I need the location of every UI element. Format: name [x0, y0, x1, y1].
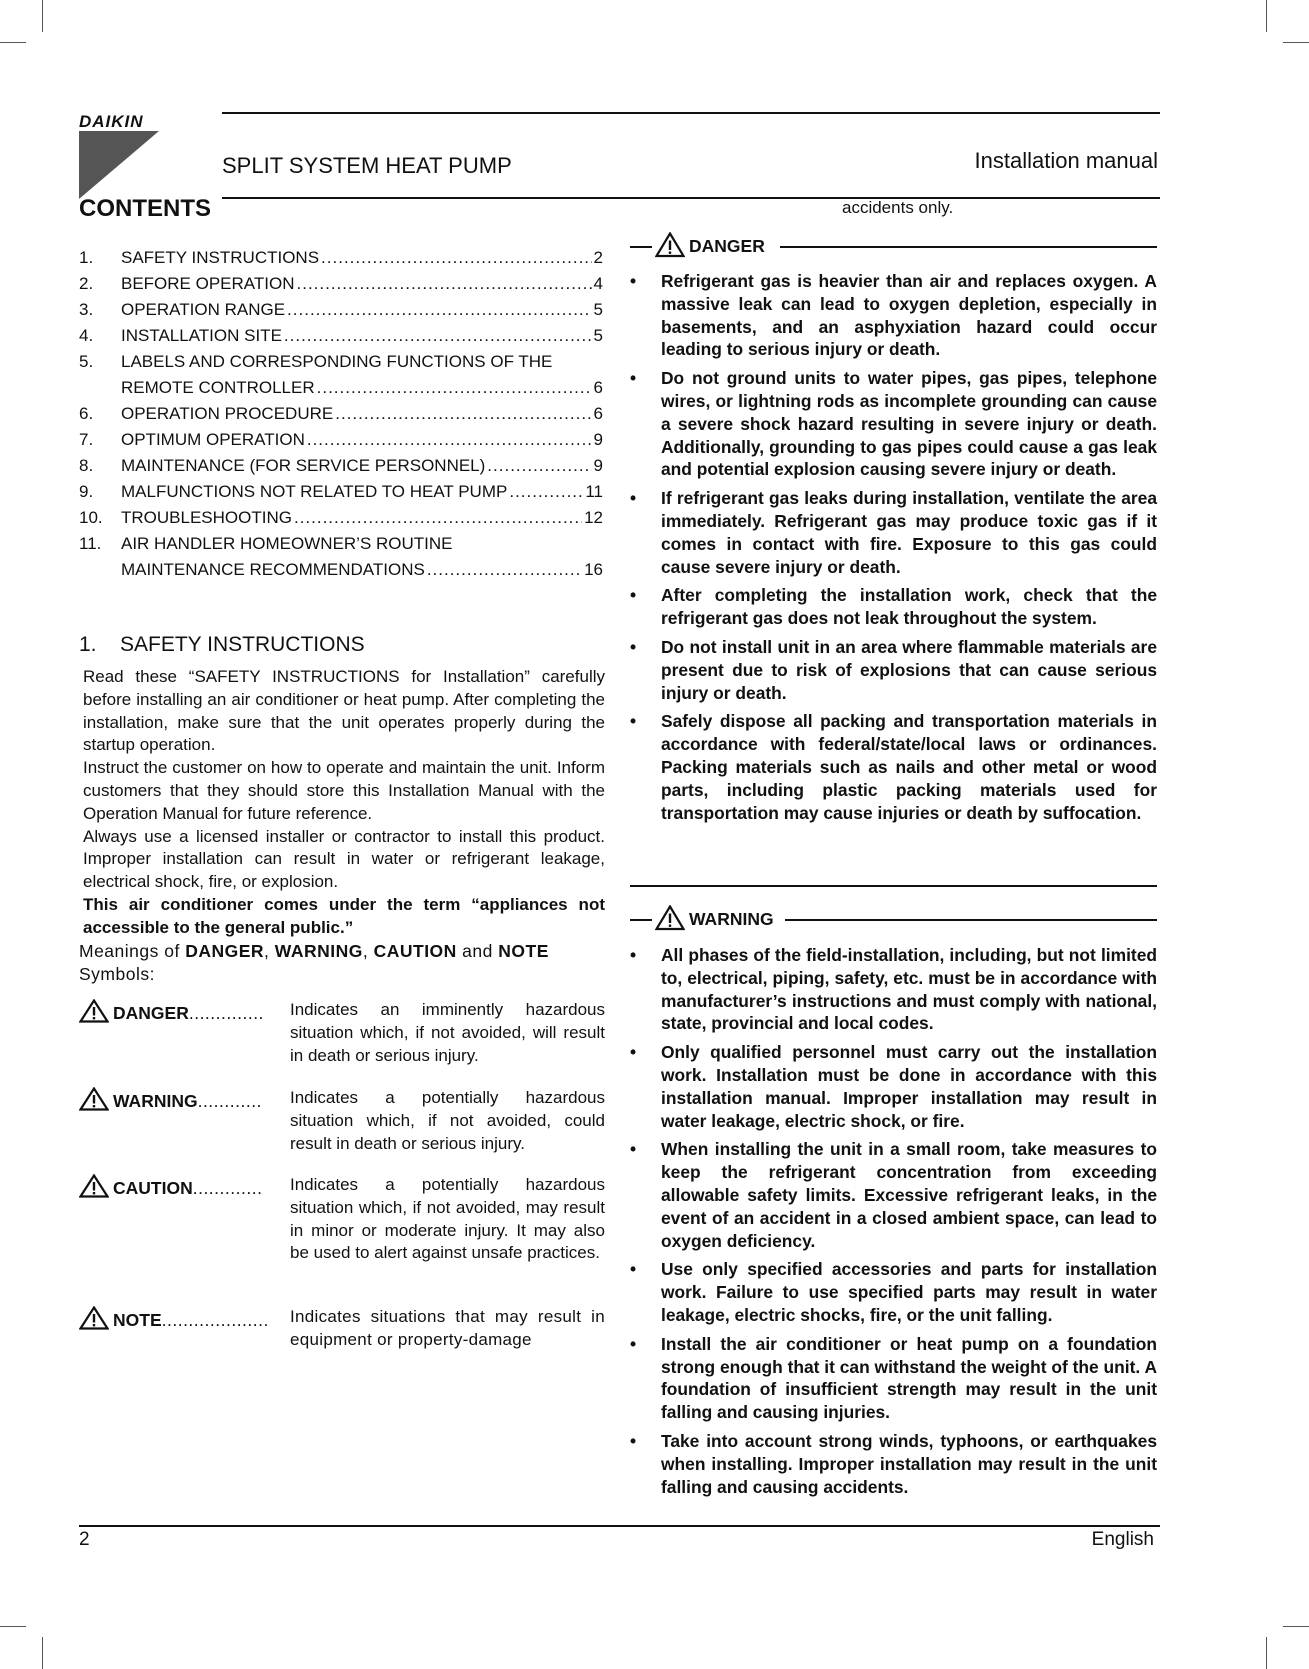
warning-triangle-icon	[79, 999, 113, 1028]
paragraph-bold: This air conditioner comes under the term “appliances not accessible to the general public.”	[83, 894, 605, 937]
list-item: • Use only specified accessories and parts for installation work. Failure to use specified parts may result in water leakage, electric shocks, fire, or the unit falling.	[630, 1259, 1157, 1325]
toc-item[interactable]: 7. OPTIMUM OPERATION ..... 9	[79, 430, 603, 456]
product-title: SPLIT SYSTEM HEAT PUMP	[222, 153, 512, 178]
toc-item[interactable]: 3. OPERATION RANGE ..... 5	[79, 300, 603, 326]
warning-list	[630, 944, 1157, 1504]
document-type: Installation manual	[974, 148, 1158, 173]
footer-language: English	[1091, 1529, 1154, 1550]
list-item: • Only qualified personnel must carry out the installation work. Installation must be done in accordance with this installation manual. Improper installation may result in water leakage, electric shock, or fire.	[630, 1042, 1157, 1131]
paragraph: Read these “SAFETY INSTRUCTIONS for Installation” carefully before installing an air conditioner or heat pump. After completing the installation, make sure that the unit operates properly during the startup operation.	[83, 667, 605, 755]
toc-item[interactable]: 4. INSTALLATION SITE ..... 5	[79, 326, 603, 352]
crop-mark	[0, 1626, 26, 1627]
warning-triangle-icon	[79, 1087, 113, 1116]
list-item: • Take into account strong winds, typhoons, or earthquakes when installing. Improper installation may result in the unit falling and causing accidents.	[630, 1430, 1157, 1497]
table-of-contents	[79, 248, 603, 586]
toc-item[interactable]: 5. LABELS AND CORRESPONDING FUNCTIONS OF THE	[79, 352, 553, 371]
crop-mark	[42, 1637, 43, 1669]
list-item: • If refrigerant gas leaks during installation, ventilate the area immediately. Refrigerant gas may produce toxic gas if it comes in contact with fire. Exposure to this gas could cause severe injury or death.	[630, 488, 1157, 577]
continued-text: accidents only.	[842, 198, 954, 217]
safety-intro	[83, 666, 605, 940]
brand-logo-text: DAIKIN	[79, 112, 144, 131]
contents-title: CONTENTS	[79, 195, 211, 222]
warning-triangle-icon	[655, 232, 685, 263]
toc-item-continuation[interactable]: MAINTENANCE RECOMMENDATIONS ..... 16	[79, 560, 603, 586]
list-item: • Safely dispose all packing and transportation materials in accordance with federal/state/local laws or ordinances. Packing materials such as nails and other metal or wood parts, including plastic packing materials used for transportation may cause injuries or death by suffocation.	[630, 711, 1157, 823]
brand-logo-icon	[79, 131, 159, 199]
header-rule	[222, 112, 1160, 114]
paragraph: Always use a licensed installer or contractor to install this product. Improper installation can result in water or refrigerant leakage, electrical shock, fire, or explosion.	[83, 826, 605, 892]
symbol-meanings: Meanings of DANGER, WARNING, CAUTION and NOTE Symbols:	[79, 941, 549, 984]
crop-mark	[1266, 0, 1267, 32]
toc-item[interactable]: 6. OPERATION PROCEDURE ..... 6	[79, 404, 603, 430]
header-rule	[222, 197, 1160, 199]
list-item: • All phases of the field-installation, including, but not limited to, electrical, piping, safety, etc. must be in accordance with manufacturer’s instructions and must comply with national, state, provincial and local codes.	[630, 945, 1157, 1034]
toc-item[interactable]: 10. TROUBLESHOOTING ..... 12	[79, 508, 603, 534]
paragraph: Instruct the customer on how to operate and maintain the unit. Inform customers that they should store this Installation Manual with the Operation Manual for future reference.	[83, 758, 605, 823]
toc-item[interactable]: 1. SAFETY INSTRUCTIONS ..... 2	[79, 248, 603, 274]
warning-triangle-icon	[79, 1306, 113, 1335]
toc-item[interactable]: 9. MALFUNCTIONS NOT RELATED TO HEAT PUMP ..... 11	[79, 482, 603, 508]
list-item: • Do not ground units to water pipes, gas pipes, telephone wires, or lightning rods as incomplete grounding can cause a severe shock hazard resulting in severe injury or death. Additionally, grounding to gas pipes could cause a gas leak and potential explosion causing severe injury or death.	[630, 368, 1157, 480]
list-item: • After completing the installation work, check that the refrigerant gas does not leak throughout the system.	[630, 585, 1157, 629]
danger-list	[630, 270, 1157, 830]
section-divider	[630, 885, 1157, 887]
crop-mark	[1283, 1626, 1309, 1627]
crop-mark	[1266, 1637, 1267, 1669]
toc-item[interactable]: 8. MAINTENANCE (FOR SERVICE PERSONNEL) ..... 9	[79, 456, 603, 482]
crop-mark	[1283, 42, 1309, 43]
warning-triangle-icon	[79, 1174, 113, 1203]
crop-mark	[0, 42, 26, 43]
warning-triangle-icon	[655, 905, 685, 936]
list-item: • Refrigerant gas is heavier than air and replaces oxygen. A massive leak can lead to oxygen depletion, especially in basements, and an asphyxiation hazard could occur leading to serious injury or death.	[630, 271, 1157, 360]
toc-item[interactable]: 11. AIR HANDLER HOMEOWNER’S ROUTINE	[79, 534, 453, 553]
toc-item[interactable]: 2. BEFORE OPERATION ..... 4	[79, 274, 603, 300]
footer-rule	[79, 1525, 1160, 1527]
danger-heading: DANGER	[630, 232, 1157, 262]
page-number: 2	[79, 1529, 90, 1550]
warning-heading: WARNING	[630, 905, 1157, 935]
crop-mark	[42, 0, 43, 32]
section-heading: 1. SAFETY INSTRUCTIONS	[79, 633, 365, 656]
list-item: • Install the air conditioner or heat pump on a foundation strong enough that it can withstand the weight of the unit. A foundation of insufficient strength may result in the unit falling and causing injuries.	[630, 1333, 1157, 1423]
list-item: • Do not install unit in an area where flammable materials are present due to risk of explosions that can cause serious injury or death.	[630, 636, 1157, 703]
list-item: • When installing the unit in a small room, take measures to keep the refrigerant concentration from exceeding allowable safety limits. Excessive refrigerant leaks, in the event of an accident in a closed ambient space, can lead to oxygen deficiency.	[630, 1139, 1157, 1251]
toc-item-continuation[interactable]: REMOTE CONTROLLER ..... 6	[79, 378, 603, 404]
